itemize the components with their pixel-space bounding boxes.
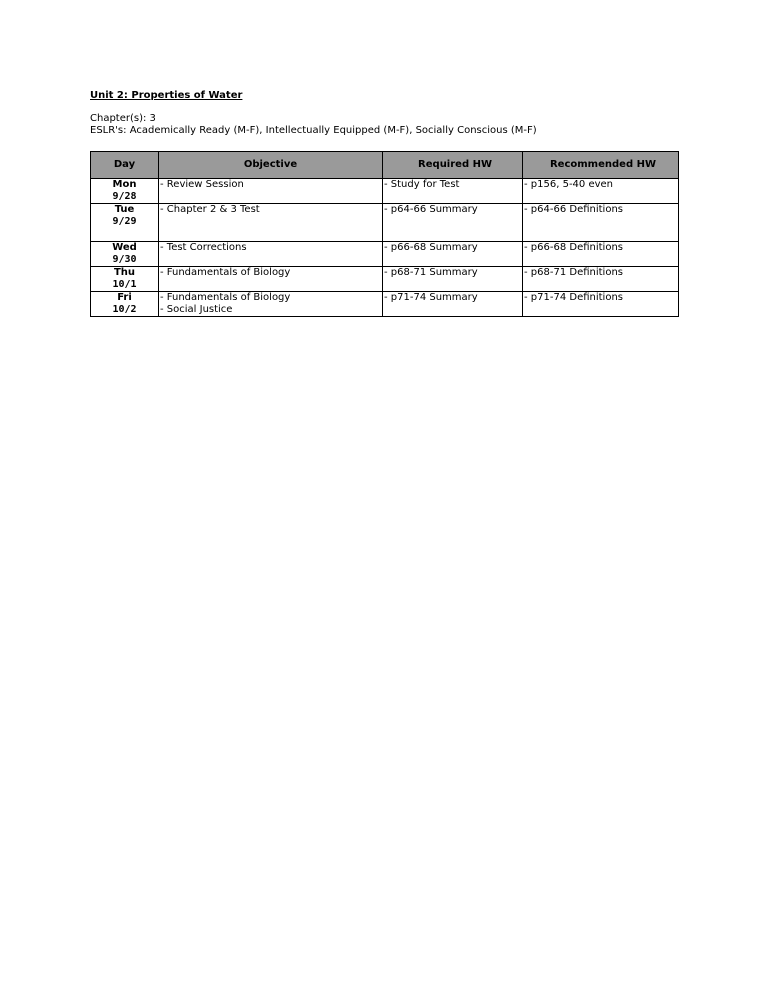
- day-name: Fri: [117, 292, 132, 303]
- day-date: 9/28: [112, 191, 137, 202]
- required-hw-cell: - Study for Test: [383, 179, 523, 204]
- day-date: 10/1: [112, 279, 137, 290]
- day-date: 9/29: [112, 216, 137, 227]
- table-row: [91, 267, 679, 292]
- required-hw-cell: - p66-68 Summary: [383, 242, 523, 267]
- day-cell: [91, 292, 159, 317]
- recommended-hw-cell: - p66-68 Definitions: [523, 242, 679, 267]
- objective-cell: [159, 242, 383, 267]
- schedule-table: [90, 151, 679, 317]
- recommended-hw-cell: - p68-71 Definitions: [523, 267, 679, 292]
- unit-meta: [90, 113, 690, 137]
- objective-cell: [159, 292, 383, 317]
- objective-item: - Test Corrections: [160, 242, 247, 253]
- objective-item: - Review Session: [160, 179, 244, 190]
- day-cell: [91, 204, 159, 242]
- day-cell: [91, 179, 159, 204]
- table-row: [91, 179, 679, 204]
- objective-item: - Fundamentals of Biology: [160, 267, 291, 278]
- objective-cell: [159, 179, 383, 204]
- objective-item: - Social Justice: [160, 304, 233, 315]
- required-hw-cell: - p68-71 Summary: [383, 267, 523, 292]
- required-hw-cell: - p71-74 Summary: [383, 292, 523, 317]
- header-day: Day: [91, 152, 159, 179]
- required-hw-cell: - p64-66 Summary: [383, 204, 523, 242]
- recommended-hw-cell: - p64-66 Definitions: [523, 204, 679, 242]
- header-row: [91, 152, 679, 179]
- table-row: [91, 204, 679, 242]
- recommended-hw-cell: - p71-74 Definitions: [523, 292, 679, 317]
- day-date: 9/30: [112, 254, 137, 265]
- unit-title: Unit 2: Properties of Water: [90, 90, 243, 101]
- day-cell: [91, 267, 159, 292]
- header-objective: Objective: [159, 152, 383, 179]
- day-date: 10/2: [112, 304, 137, 315]
- table-row: [91, 292, 679, 317]
- day-name: Tue: [114, 204, 135, 215]
- header-required-hw: Required HW: [383, 152, 523, 179]
- objective-item: - Fundamentals of Biology: [160, 292, 291, 303]
- day-name: Thu: [113, 267, 136, 278]
- objective-item: - Chapter 2 & 3 Test: [160, 204, 260, 215]
- day-name: Mon: [112, 179, 137, 190]
- day-cell: [91, 242, 159, 267]
- chapters-line: Chapter(s): 3: [90, 113, 156, 124]
- table-row: [91, 242, 679, 267]
- header-recommended-hw: Recommended HW: [523, 152, 679, 179]
- recommended-hw-cell: - p156, 5-40 even: [523, 179, 679, 204]
- document-body: [90, 89, 690, 315]
- objective-cell: [159, 204, 383, 242]
- eslrs-line: ESLR's: Academically Ready (M-F), Intellectually Equipped (M-F), Socially Conscious (M-F): [90, 125, 537, 136]
- objective-cell: [159, 267, 383, 292]
- day-name: Wed: [112, 242, 137, 253]
